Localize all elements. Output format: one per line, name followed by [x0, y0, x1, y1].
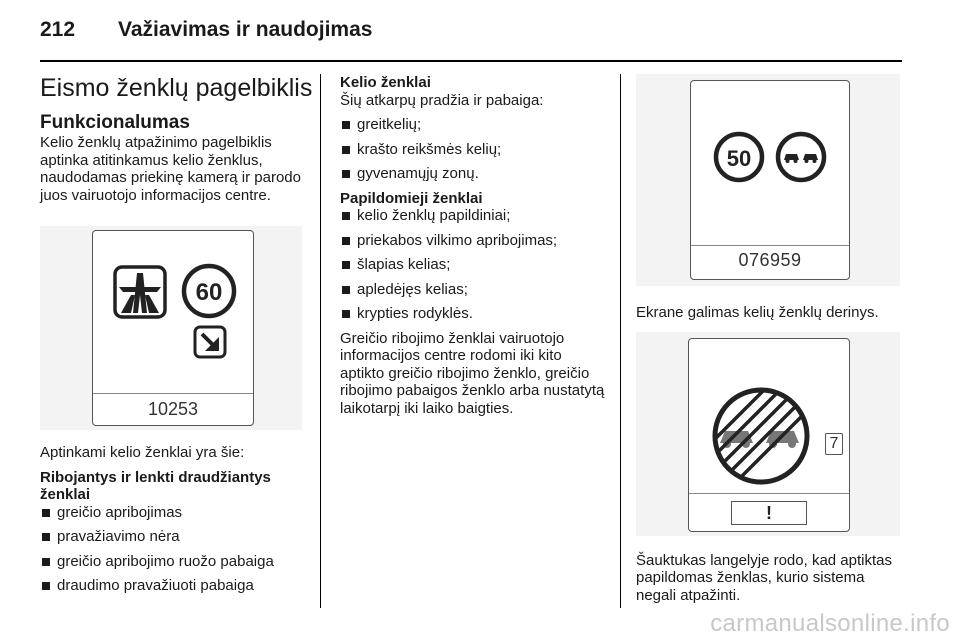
- speed-limit-value: 60: [195, 279, 223, 306]
- caption-combination: Ekrane galimas kelių ženklų derinys.: [636, 304, 879, 321]
- restrictive-heading: Ribojantys ir lenkti draudžiantys ženklai: [40, 468, 271, 503]
- road-intro: Šių atkarpų pradžia ir pabaiga:: [340, 91, 544, 109]
- road-signs-heading: Kelio ženklai: [340, 74, 431, 91]
- display-strip: [689, 493, 849, 494]
- additional-list: [340, 207, 610, 323]
- header-rule: [40, 60, 902, 62]
- intro-paragraph: Kelio ženklų atpažinimo pagelbiklis aptinka atitinkamus kelio ženklus, naudodamas priekinę kamerą ir parodo juos vairuotojo informacijos centre.: [40, 134, 301, 204]
- list-item: greičio apribojimo ruožo pabaiga: [40, 553, 302, 571]
- list-item: greitkelių;: [340, 116, 610, 134]
- display-number: 076959: [738, 250, 802, 270]
- speed-limit-value: 50: [726, 146, 752, 171]
- chapter-title: Eismo ženklų pagelbiklis: [40, 74, 313, 102]
- list-item: šlapias kelias;: [340, 256, 610, 274]
- restrictive-list: [40, 504, 302, 595]
- column-2: [340, 74, 610, 417]
- detected-label: Aptinkami kelio ženklai yra šie:: [40, 444, 245, 461]
- display-panel: [690, 80, 850, 280]
- direction-arrow-icon: [193, 325, 227, 359]
- section-title: Važiavimas ir naudojimas: [118, 18, 373, 41]
- caption-unrecognized: Šauktukas langelyje rodo, kad aptiktas papildomas ženklas, kurio sistema negali atpažinti.: [636, 551, 892, 604]
- display-number: 10253: [147, 399, 199, 419]
- exclamation-mark: !: [766, 502, 772, 523]
- side-number-box: [825, 433, 843, 455]
- list-item: pravažiavimo nėra: [40, 528, 302, 546]
- watermark: carmanualsonline.info: [710, 610, 950, 637]
- exclamation-box: [731, 501, 807, 525]
- list-item: gyvenamųjų zonų.: [340, 165, 610, 183]
- speed-limit-sign-icon: [181, 263, 237, 319]
- no-overtaking-sign-icon: [775, 131, 827, 183]
- speed-limit-paragraph: Greičio ribojimo ženklai vairuotojo informacijos centre rodomi iki kito aptikto greičio ribojimo ženklo, greičio ribojimo pabaigos ženklo arba nustatytą laikotarpį iki laiko baigties.: [340, 329, 605, 417]
- list-item: priekabos vilkimo apribojimas;: [340, 232, 610, 250]
- road-list: [340, 116, 610, 183]
- list-item: draudimo pravažiuoti pabaiga: [40, 577, 302, 595]
- figure-unrecognized-display: [636, 332, 900, 536]
- display-panel: [688, 338, 850, 532]
- page-header: [40, 14, 902, 60]
- list-item: krašto reikšmės kelių;: [340, 141, 610, 159]
- end-of-no-overtaking-sign-icon: [710, 385, 812, 487]
- list-item: apledėjęs kelias;: [340, 281, 610, 299]
- page-number: 212: [40, 18, 76, 41]
- figure-motorway-display: [40, 226, 302, 430]
- column-1: [40, 74, 313, 602]
- list-item: greičio apribojimas: [40, 504, 302, 522]
- figure-combination-display: [636, 74, 900, 286]
- list-item: kelio ženklų papildiniai;: [340, 207, 610, 225]
- column-divider-2: [620, 74, 621, 608]
- display-strip: [93, 393, 253, 394]
- column-divider-1: [320, 74, 321, 608]
- column-3: [636, 74, 906, 604]
- speed-limit-sign-icon: [713, 131, 765, 183]
- subtitle: Funkcionalumas: [40, 112, 190, 133]
- motorway-sign-icon: [113, 265, 167, 319]
- display-panel: [92, 230, 254, 426]
- display-strip: [691, 245, 849, 246]
- side-number: 7: [829, 434, 839, 452]
- list-item: krypties rodyklės.: [340, 305, 610, 323]
- additional-heading: Papildomieji ženklai: [340, 189, 483, 207]
